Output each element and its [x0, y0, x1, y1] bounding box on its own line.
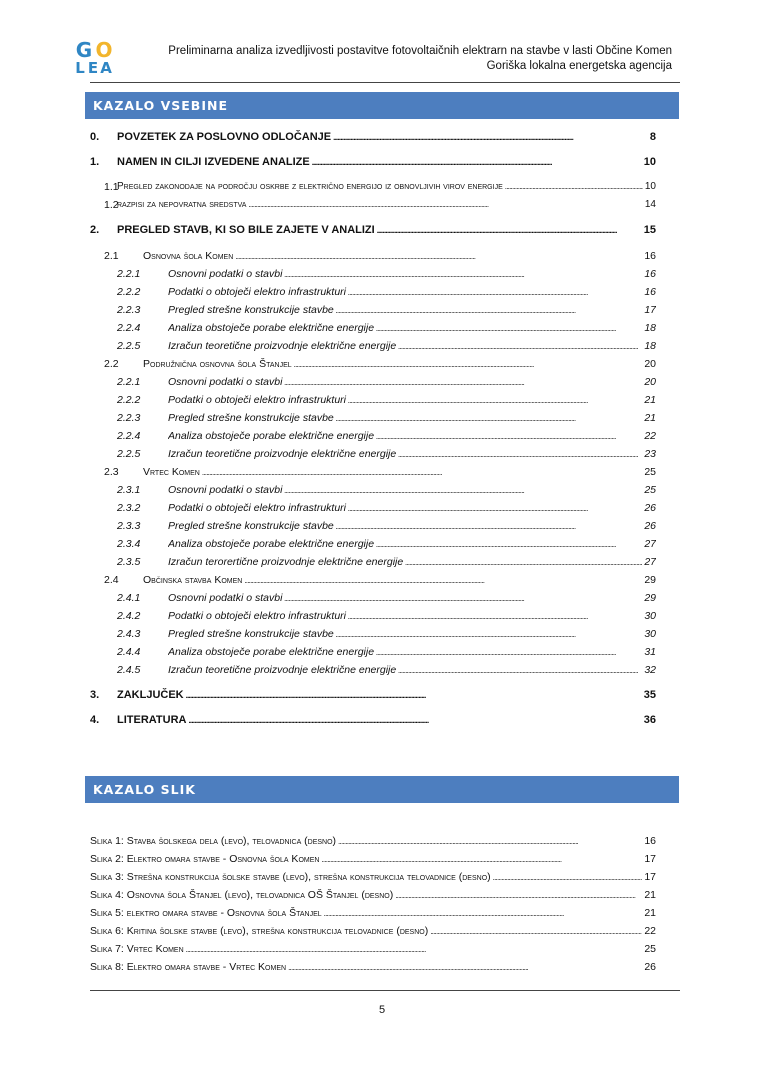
entry-number: 2.2.4: [117, 430, 141, 442]
entry-title: Osnovni podatki o stavbi: [168, 592, 283, 604]
entry-number: 2.2.3: [117, 304, 141, 316]
entry-title: Pregled strešne konstrukcije stavbe: [168, 628, 334, 640]
entry-number: 0.: [90, 131, 100, 143]
entry-page: 16: [644, 268, 656, 280]
dot-leader: [284, 267, 642, 282]
dot-leader: [312, 155, 642, 170]
entry-title: Slika 8: Elektro omara stavbe - Vrtec Komen: [90, 961, 287, 973]
entry-title: Slika 1: Stavba šolskega dela (levo), telovadnica (desno): [90, 835, 337, 847]
dot-leader: [284, 483, 642, 498]
entry-title: Pregled strešne konstrukcije stavbe: [168, 520, 334, 532]
entry-page: 20: [644, 376, 656, 388]
entry-page: 31: [644, 646, 656, 658]
entry-number: 2.2.5: [117, 340, 141, 352]
entry-number: 2.2.1: [117, 268, 141, 280]
toc-entry[interactable]: [0, 321, 764, 335]
entry-number: 3.: [90, 689, 100, 701]
entry-title: Pregled zakonodaje na področju oskrbe z električno energijo iz obnovljivih virov energije: [117, 181, 503, 192]
entry-page: 14: [644, 199, 656, 210]
entry-number: 2.2.2: [117, 394, 141, 406]
dot-leader: [493, 870, 643, 885]
toc-entry[interactable]: [0, 198, 764, 212]
entry-title: Podatki o obtoječi elektro infrastrukturi: [168, 394, 347, 406]
header-divider: [90, 82, 680, 83]
dot-leader: [505, 180, 643, 194]
figure-entry[interactable]: [0, 834, 764, 848]
entry-title: Podatki o obtoječi elektro infrastrukturi: [168, 502, 347, 514]
entry-number: 2.3.3: [117, 520, 141, 532]
dot-leader: [405, 555, 642, 570]
dot-leader: [348, 393, 642, 408]
toc-entry[interactable]: [0, 713, 764, 727]
entry-page: 36: [643, 714, 656, 726]
entry-title: Analiza obstoječe porabe električne energije: [168, 322, 375, 334]
entry-title: Podatki o obtoječi elektro infrastrukturi: [168, 610, 347, 622]
logo-letter-l: L: [75, 59, 86, 77]
dot-leader: [202, 465, 642, 480]
entry-page: 35: [643, 689, 656, 701]
toc-entry[interactable]: [0, 375, 764, 389]
entry-number: 1.1: [104, 181, 119, 193]
entry-title: Izračun teoretične proizvodnje električne energije: [168, 448, 397, 460]
entry-page: 30: [644, 628, 656, 640]
entry-title: Osnovni podatki o stavbi: [168, 376, 283, 388]
entry-title: Osnovni podatki o stavbi: [168, 484, 283, 496]
entry-number: 2.1: [104, 250, 119, 262]
toc-entry[interactable]: [0, 501, 764, 515]
dot-leader: [348, 609, 642, 624]
toc-entry[interactable]: [0, 483, 764, 497]
toc-entry[interactable]: [0, 627, 764, 641]
entry-number: 2.4.5: [117, 664, 141, 676]
toc-entry[interactable]: [0, 223, 764, 237]
entry-page: 16: [644, 835, 656, 847]
entry-title: Izračun teoretične proizvodnje električne energije: [168, 664, 397, 676]
dot-leader: [294, 357, 643, 372]
footer-divider: [90, 990, 680, 991]
entry-title: Podatki o obtoječi elektro infrastrukturi: [168, 286, 347, 298]
dot-leader: [336, 303, 643, 318]
entry-page: 25: [644, 466, 656, 478]
entry-title: Slika 5: elektro omara stavbe - Osnovna šola Štanjel: [90, 907, 322, 919]
dot-leader: [336, 627, 643, 642]
toc-heading: KAZALO VSEBINE: [85, 92, 679, 119]
entry-page: 29: [644, 574, 656, 586]
entry-page: 22: [644, 925, 656, 937]
dot-leader: [284, 375, 642, 390]
entry-page: 21: [644, 412, 656, 424]
dot-leader: [376, 321, 642, 336]
entry-title: ZAKLJUČEK: [117, 689, 184, 701]
dot-leader: [338, 834, 642, 849]
figure-entry[interactable]: [0, 870, 764, 884]
entry-title: Analiza obstoječe porabe električne energije: [168, 538, 375, 550]
entry-title: Slika 3: Strešna konstrukcija šolske stavbe (levo), strešna konstrukcija telovadnice (desno): [90, 871, 491, 883]
entry-page: 32: [644, 664, 656, 676]
page-header: [168, 44, 672, 74]
entry-page: 21: [644, 889, 656, 901]
dot-leader: [377, 223, 642, 238]
entry-page: 18: [644, 322, 656, 334]
dot-leader: [336, 411, 643, 426]
entry-title: Analiza obstoječe porabe električne energije: [168, 430, 375, 442]
entry-page: 27: [644, 556, 656, 568]
logo-letter-a: A: [100, 59, 113, 77]
entry-page: 17: [644, 853, 656, 865]
figure-entry[interactable]: [0, 924, 764, 938]
toc-entry[interactable]: [0, 130, 764, 144]
dot-leader: [248, 198, 642, 212]
dot-leader: [284, 591, 642, 606]
dot-leader: [376, 645, 642, 660]
entry-page: 27: [644, 538, 656, 550]
dot-leader: [244, 573, 642, 588]
entry-number: 2.3: [104, 466, 119, 478]
toc-entry[interactable]: [0, 249, 764, 263]
toc-entry[interactable]: [0, 155, 764, 169]
entry-page: 29: [644, 592, 656, 604]
entry-page: 17: [644, 304, 656, 316]
entry-title: Vrtec Komen: [143, 466, 200, 478]
entry-number: 2.4.3: [117, 628, 141, 640]
dot-leader: [188, 713, 641, 728]
figure-entry[interactable]: [0, 888, 764, 902]
toc-entry[interactable]: [0, 285, 764, 299]
entry-page: 26: [644, 961, 656, 973]
entry-page: 21: [644, 394, 656, 406]
entry-title: Osnovna šola Komen: [143, 250, 234, 262]
entry-title: Slika 7: Vrtec Komen: [90, 943, 184, 955]
entry-title: Podružnična osnovna šola Štanjel: [143, 358, 292, 370]
toc-entry[interactable]: [0, 663, 764, 677]
toc-entry[interactable]: [0, 447, 764, 461]
entry-number: 2.4.1: [117, 592, 141, 604]
entry-number: 2.4.4: [117, 646, 141, 658]
entry-page: 25: [644, 484, 656, 496]
toc-entry[interactable]: [0, 519, 764, 533]
toc-entry[interactable]: [0, 609, 764, 623]
toc-entry[interactable]: [0, 411, 764, 425]
entry-page: 16: [644, 286, 656, 298]
dot-leader: [321, 852, 642, 867]
toc-entry[interactable]: [0, 688, 764, 702]
entry-number: 2.4.2: [117, 610, 141, 622]
entry-number: 2.2.3: [117, 412, 141, 424]
page-number: 5: [378, 1004, 386, 1016]
entry-title: Slika 6: Kritina šolske stavbe (levo), strešna konstrukcija telovadnice (desno): [90, 925, 429, 937]
toc-entry[interactable]: [0, 429, 764, 443]
figures-heading: KAZALO SLIK: [85, 776, 679, 803]
entry-page: 23: [644, 448, 656, 460]
figure-entry[interactable]: [0, 942, 764, 956]
toc-entry[interactable]: [0, 555, 764, 569]
entry-title: Slika 4: Osnovna šola Štanjel (levo), telovadnica OŠ Štanjel (desno): [90, 889, 394, 901]
toc-entry[interactable]: [0, 180, 764, 194]
toc-entry[interactable]: [0, 393, 764, 407]
entry-page: 18: [644, 340, 656, 352]
dot-leader: [336, 519, 643, 534]
entry-number: 2.2.5: [117, 448, 141, 460]
entry-title: Pregled strešne konstrukcije stavbe: [168, 304, 334, 316]
dot-leader: [395, 888, 642, 903]
header-document-title: Preliminarna analiza izvedljivosti postavitve fotovoltaičnih elektrarn na stavbe v lasti Občine Komen: [168, 45, 672, 57]
dot-leader: [186, 688, 642, 703]
dot-leader: [288, 960, 642, 975]
dot-leader: [398, 447, 642, 462]
entry-page: 26: [644, 502, 656, 514]
dot-leader: [348, 285, 642, 300]
golea-logo: [74, 40, 118, 76]
entry-title: Pregled strešne konstrukcije stavbe: [168, 412, 334, 424]
dot-leader: [398, 663, 642, 678]
toc-entry[interactable]: [0, 465, 764, 479]
toc-entry[interactable]: [0, 573, 764, 587]
entry-number: 2.4: [104, 574, 119, 586]
entry-page: 20: [644, 358, 656, 370]
entry-number: 4.: [90, 714, 100, 726]
entry-page: 21: [644, 907, 656, 919]
entry-title: Analiza obstoječe porabe električne energije: [168, 646, 375, 658]
entry-number: 2.3.1: [117, 484, 141, 496]
entry-title: POVZETEK ZA POSLOVNO ODLOČANJE: [117, 131, 332, 143]
entry-number: 2.3.4: [117, 538, 141, 550]
toc-entry[interactable]: [0, 357, 764, 371]
entry-number: 2.3.2: [117, 502, 141, 514]
entry-number: 2.: [90, 224, 100, 236]
entry-number: 2.2.1: [117, 376, 141, 388]
dot-leader: [376, 537, 642, 552]
entry-title: NAMEN IN CILJI IZVEDENE ANALIZE: [117, 156, 310, 168]
figure-entry[interactable]: [0, 906, 764, 920]
figure-entry[interactable]: [0, 960, 764, 974]
entry-title: razpisi za nepovratna sredstva: [117, 199, 247, 210]
figure-entry[interactable]: [0, 852, 764, 866]
entry-page: 26: [644, 520, 656, 532]
dot-leader: [333, 130, 648, 145]
entry-page: 10: [643, 156, 656, 168]
entry-page: 8: [649, 131, 656, 143]
logo-letter-g: G: [75, 38, 93, 62]
toc-entry[interactable]: [0, 645, 764, 659]
dot-leader: [186, 942, 643, 957]
entry-title: Osnovni podatki o stavbi: [168, 268, 283, 280]
entry-number: 2.2.4: [117, 322, 141, 334]
entry-number: 2.3.5: [117, 556, 141, 568]
entry-number: 2.2: [104, 358, 119, 370]
toc-entry[interactable]: [0, 267, 764, 281]
dot-leader: [235, 249, 642, 264]
dot-leader: [398, 339, 642, 354]
entry-title: Slika 2: Elektro omara stavbe - Osnovna šola Komen: [90, 853, 320, 865]
entry-title: Izračun teoretične proizvodnje električne energije: [168, 340, 397, 352]
entry-page: 22: [644, 430, 656, 442]
entry-number: 1.2: [104, 199, 119, 211]
entry-title: PREGLED STAVB, KI SO BILE ZAJETE V ANALIZI: [117, 224, 375, 236]
toc-entry[interactable]: [0, 537, 764, 551]
entry-number: 1.: [90, 156, 100, 168]
entry-title: Izračun terorertične proizvodnje električne energije: [168, 556, 404, 568]
dot-leader: [348, 501, 642, 516]
dot-leader: [430, 924, 642, 939]
toc-entry[interactable]: [0, 591, 764, 605]
toc-entry[interactable]: [0, 303, 764, 317]
entry-title: LITERATURA: [117, 714, 187, 726]
entry-page: 10: [644, 181, 656, 192]
entry-number: 2.2.2: [117, 286, 141, 298]
entry-page: 30: [644, 610, 656, 622]
entry-page: 16: [644, 250, 656, 262]
entry-page: 15: [643, 224, 656, 236]
logo-letter-o: O: [95, 38, 113, 62]
logo-letter-e: E: [87, 59, 100, 77]
toc-entry[interactable]: [0, 339, 764, 353]
header-organization: Goriška lokalna energetska agencija: [486, 60, 672, 72]
entry-page: 17: [644, 871, 656, 883]
dot-leader: [376, 429, 642, 444]
dot-leader: [324, 906, 643, 921]
entry-page: 25: [644, 943, 656, 955]
entry-title: Občinska stavba Komen: [143, 574, 243, 586]
